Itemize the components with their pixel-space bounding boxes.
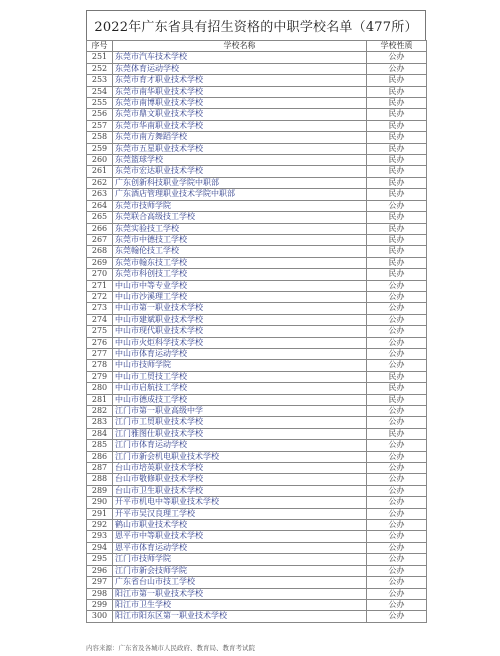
row-number: 293 bbox=[87, 531, 113, 542]
table-row bbox=[87, 371, 427, 382]
row-number: 275 bbox=[87, 326, 113, 337]
school-type: 民办 bbox=[367, 223, 427, 234]
table-row bbox=[87, 257, 427, 268]
table-row bbox=[87, 212, 427, 223]
school-type: 公办 bbox=[367, 542, 427, 553]
table-row bbox=[87, 599, 427, 610]
table-row bbox=[87, 234, 427, 245]
school-name: 东莞翰伦技工学校 bbox=[113, 246, 367, 257]
school-type: 公办 bbox=[367, 463, 427, 474]
table-row bbox=[87, 554, 427, 565]
table-row bbox=[87, 485, 427, 496]
school-type: 公办 bbox=[367, 451, 427, 462]
school-type: 民办 bbox=[367, 143, 427, 154]
header-name: 学校名称 bbox=[113, 41, 367, 52]
school-name: 阳江市卫生学校 bbox=[113, 599, 367, 610]
row-number: 265 bbox=[87, 212, 113, 223]
school-name: 广东酒店管理职业技术学院中职部 bbox=[113, 189, 367, 200]
table-row bbox=[87, 531, 427, 542]
table-row bbox=[87, 223, 427, 234]
page-title: 2022年广东省具有招生资格的中职学校名单（477所） bbox=[86, 10, 426, 40]
school-name: 江门市第一职业高级中学 bbox=[113, 406, 367, 417]
row-number: 253 bbox=[87, 75, 113, 86]
school-name: 中山市第一职业技术学校 bbox=[113, 303, 367, 314]
school-name: 东莞市技师学院 bbox=[113, 200, 367, 211]
school-type: 公办 bbox=[367, 611, 427, 622]
school-name: 江门雅图仕职业技术学校 bbox=[113, 428, 367, 439]
table-row bbox=[87, 565, 427, 576]
table-row bbox=[87, 143, 427, 154]
row-number: 261 bbox=[87, 166, 113, 177]
header-no: 序号 bbox=[87, 41, 113, 52]
row-number: 278 bbox=[87, 360, 113, 371]
school-type: 民办 bbox=[367, 177, 427, 188]
school-type: 公办 bbox=[367, 63, 427, 74]
table-row bbox=[87, 109, 427, 120]
school-type: 公办 bbox=[367, 200, 427, 211]
row-number: 284 bbox=[87, 428, 113, 439]
table-row bbox=[87, 120, 427, 131]
school-type: 公办 bbox=[367, 565, 427, 576]
table-row bbox=[87, 86, 427, 97]
school-type: 公办 bbox=[367, 360, 427, 371]
school-type: 公办 bbox=[367, 497, 427, 508]
school-name: 东莞市南博职业技术学校 bbox=[113, 98, 367, 109]
school-type: 民办 bbox=[367, 120, 427, 131]
school-name: 东莞篮球学校 bbox=[113, 155, 367, 166]
school-name: 东莞联合高级技工学校 bbox=[113, 212, 367, 223]
school-name: 东莞市南华职业技术学校 bbox=[113, 86, 367, 97]
table-row bbox=[87, 269, 427, 280]
school-name: 东莞市南方舞蹈学校 bbox=[113, 132, 367, 143]
school-type: 民办 bbox=[367, 246, 427, 257]
school-type: 公办 bbox=[367, 291, 427, 302]
school-type: 民办 bbox=[367, 166, 427, 177]
table-row bbox=[87, 542, 427, 553]
row-number: 270 bbox=[87, 269, 113, 280]
table-row bbox=[87, 463, 427, 474]
school-type: 公办 bbox=[367, 531, 427, 542]
row-number: 251 bbox=[87, 52, 113, 63]
school-type: 民办 bbox=[367, 98, 427, 109]
table-row bbox=[87, 166, 427, 177]
school-name: 恩平市中等职业技术学校 bbox=[113, 531, 367, 542]
school-name: 开平市吴汉良理工学校 bbox=[113, 508, 367, 519]
school-name: 中山市火炬科学技术学校 bbox=[113, 337, 367, 348]
row-number: 297 bbox=[87, 577, 113, 588]
row-number: 257 bbox=[87, 120, 113, 131]
row-number: 282 bbox=[87, 406, 113, 417]
row-number: 263 bbox=[87, 189, 113, 200]
row-number: 287 bbox=[87, 463, 113, 474]
table-row bbox=[87, 440, 427, 451]
school-name: 广东创新科技职业学院中职部 bbox=[113, 177, 367, 188]
school-table bbox=[86, 40, 427, 623]
row-number: 256 bbox=[87, 109, 113, 120]
school-type: 公办 bbox=[367, 348, 427, 359]
school-name: 东莞市科创技工学校 bbox=[113, 269, 367, 280]
school-name: 中山市体育运动学校 bbox=[113, 348, 367, 359]
school-type: 公办 bbox=[367, 326, 427, 337]
school-name: 东莞市华南职业技术学校 bbox=[113, 120, 367, 131]
row-number: 258 bbox=[87, 132, 113, 143]
school-name: 东莞市汽车技术学校 bbox=[113, 52, 367, 63]
table-row bbox=[87, 291, 427, 302]
row-number: 288 bbox=[87, 474, 113, 485]
school-type: 公办 bbox=[367, 508, 427, 519]
school-type: 民办 bbox=[367, 269, 427, 280]
table-row bbox=[87, 577, 427, 588]
row-number: 255 bbox=[87, 98, 113, 109]
school-name: 中山市现代职业技术学校 bbox=[113, 326, 367, 337]
row-number: 296 bbox=[87, 565, 113, 576]
school-name: 阳江市第一职业技术学校 bbox=[113, 588, 367, 599]
table-row bbox=[87, 337, 427, 348]
school-name: 江门市技师学院 bbox=[113, 554, 367, 565]
school-type: 公办 bbox=[367, 52, 427, 63]
school-type: 民办 bbox=[367, 132, 427, 143]
row-number: 280 bbox=[87, 383, 113, 394]
school-name: 东莞市中德技工学校 bbox=[113, 234, 367, 245]
table-row bbox=[87, 52, 427, 63]
school-type: 民办 bbox=[367, 109, 427, 120]
school-type: 公办 bbox=[367, 303, 427, 314]
row-number: 262 bbox=[87, 177, 113, 188]
school-type: 民办 bbox=[367, 155, 427, 166]
school-name: 中山市启航技工学校 bbox=[113, 383, 367, 394]
school-name: 中山市沙溪理工学校 bbox=[113, 291, 367, 302]
row-number: 299 bbox=[87, 599, 113, 610]
school-type: 公办 bbox=[367, 485, 427, 496]
school-name: 中山市技师学院 bbox=[113, 360, 367, 371]
school-type: 公办 bbox=[367, 520, 427, 531]
row-number: 286 bbox=[87, 451, 113, 462]
school-name: 东莞市五星职业技术学校 bbox=[113, 143, 367, 154]
table-row bbox=[87, 451, 427, 462]
row-number: 290 bbox=[87, 497, 113, 508]
table-header-row bbox=[87, 41, 427, 52]
school-name: 鹤山市职业技术学校 bbox=[113, 520, 367, 531]
school-type: 公办 bbox=[367, 599, 427, 610]
school-name: 中山市德成技工学校 bbox=[113, 394, 367, 405]
row-number: 264 bbox=[87, 200, 113, 211]
school-name: 江门市新会技师学院 bbox=[113, 565, 367, 576]
table-row bbox=[87, 314, 427, 325]
school-type: 公办 bbox=[367, 554, 427, 565]
school-name: 江门市新会机电职业技术学校 bbox=[113, 451, 367, 462]
school-name: 广东省台山市技工学校 bbox=[113, 577, 367, 588]
row-number: 252 bbox=[87, 63, 113, 74]
table-row bbox=[87, 428, 427, 439]
school-name: 东莞体育运动学校 bbox=[113, 63, 367, 74]
school-name: 东莞实验技工学校 bbox=[113, 223, 367, 234]
row-number: 274 bbox=[87, 314, 113, 325]
school-type: 公办 bbox=[367, 337, 427, 348]
school-type: 民办 bbox=[367, 75, 427, 86]
table-row bbox=[87, 200, 427, 211]
school-type: 民办 bbox=[367, 234, 427, 245]
school-type: 民办 bbox=[367, 189, 427, 200]
row-number: 289 bbox=[87, 485, 113, 496]
row-number: 271 bbox=[87, 280, 113, 291]
source-note: 内容来源：广东省及各城市人民政府、教育局、教育考试院 bbox=[86, 644, 255, 652]
row-number: 273 bbox=[87, 303, 113, 314]
school-name: 江门市体育运动学校 bbox=[113, 440, 367, 451]
table-row bbox=[87, 177, 427, 188]
table-row bbox=[87, 155, 427, 166]
row-number: 277 bbox=[87, 348, 113, 359]
school-type: 公办 bbox=[367, 406, 427, 417]
table-row bbox=[87, 75, 427, 86]
row-number: 295 bbox=[87, 554, 113, 565]
table-row bbox=[87, 406, 427, 417]
school-name: 东莞市鼎文职业技术学校 bbox=[113, 109, 367, 120]
school-type: 民办 bbox=[367, 394, 427, 405]
school-name: 阳江市阳东区第一职业技术学校 bbox=[113, 611, 367, 622]
row-number: 285 bbox=[87, 440, 113, 451]
row-number: 292 bbox=[87, 520, 113, 531]
school-type: 民办 bbox=[367, 86, 427, 97]
school-type: 民办 bbox=[367, 257, 427, 268]
table-row bbox=[87, 474, 427, 485]
row-number: 291 bbox=[87, 508, 113, 519]
row-number: 276 bbox=[87, 337, 113, 348]
school-name: 东莞市宏达职业技术学校 bbox=[113, 166, 367, 177]
row-number: 259 bbox=[87, 143, 113, 154]
row-number: 269 bbox=[87, 257, 113, 268]
row-number: 267 bbox=[87, 234, 113, 245]
school-name: 中山市工贸技工学校 bbox=[113, 371, 367, 382]
school-name: 江门市工贸职业技术学校 bbox=[113, 417, 367, 428]
school-name: 开平市机电中等职业技术学校 bbox=[113, 497, 367, 508]
row-number: 254 bbox=[87, 86, 113, 97]
row-number: 279 bbox=[87, 371, 113, 382]
school-name: 台山市培英职业技术学校 bbox=[113, 463, 367, 474]
row-number: 294 bbox=[87, 542, 113, 553]
table-row bbox=[87, 520, 427, 531]
school-type: 公办 bbox=[367, 588, 427, 599]
table-row bbox=[87, 394, 427, 405]
table-row bbox=[87, 508, 427, 519]
table-row bbox=[87, 417, 427, 428]
table-row bbox=[87, 246, 427, 257]
school-type: 民办 bbox=[367, 371, 427, 382]
school-type: 公办 bbox=[367, 474, 427, 485]
table-row bbox=[87, 360, 427, 371]
table-row bbox=[87, 303, 427, 314]
school-name: 中山市建斌职业技术学校 bbox=[113, 314, 367, 325]
school-type: 民办 bbox=[367, 383, 427, 394]
school-type: 公办 bbox=[367, 280, 427, 291]
table-row bbox=[87, 497, 427, 508]
row-number: 283 bbox=[87, 417, 113, 428]
school-type: 公办 bbox=[367, 440, 427, 451]
row-number: 272 bbox=[87, 291, 113, 302]
table-row bbox=[87, 280, 427, 291]
table-row bbox=[87, 132, 427, 143]
table-row bbox=[87, 189, 427, 200]
row-number: 300 bbox=[87, 611, 113, 622]
table-row bbox=[87, 383, 427, 394]
row-number: 281 bbox=[87, 394, 113, 405]
table-row bbox=[87, 63, 427, 74]
school-name: 中山市中等专业学校 bbox=[113, 280, 367, 291]
school-type: 民办 bbox=[367, 212, 427, 223]
row-number: 268 bbox=[87, 246, 113, 257]
header-type: 学校性质 bbox=[367, 41, 427, 52]
row-number: 266 bbox=[87, 223, 113, 234]
table-row bbox=[87, 348, 427, 359]
school-type: 公办 bbox=[367, 417, 427, 428]
table-row bbox=[87, 588, 427, 599]
school-type: 公办 bbox=[367, 577, 427, 588]
school-name: 东莞市育才职业技术学校 bbox=[113, 75, 367, 86]
row-number: 260 bbox=[87, 155, 113, 166]
school-name: 台山市敬修职业技术学校 bbox=[113, 474, 367, 485]
table-row bbox=[87, 611, 427, 622]
school-name: 恩平市体育运动学校 bbox=[113, 542, 367, 553]
table-row bbox=[87, 326, 427, 337]
school-name: 台山市卫生职业技术学校 bbox=[113, 485, 367, 496]
row-number: 298 bbox=[87, 588, 113, 599]
school-name: 东莞市翰东技工学校 bbox=[113, 257, 367, 268]
table-row bbox=[87, 98, 427, 109]
school-type: 民办 bbox=[367, 428, 427, 439]
school-type: 公办 bbox=[367, 314, 427, 325]
